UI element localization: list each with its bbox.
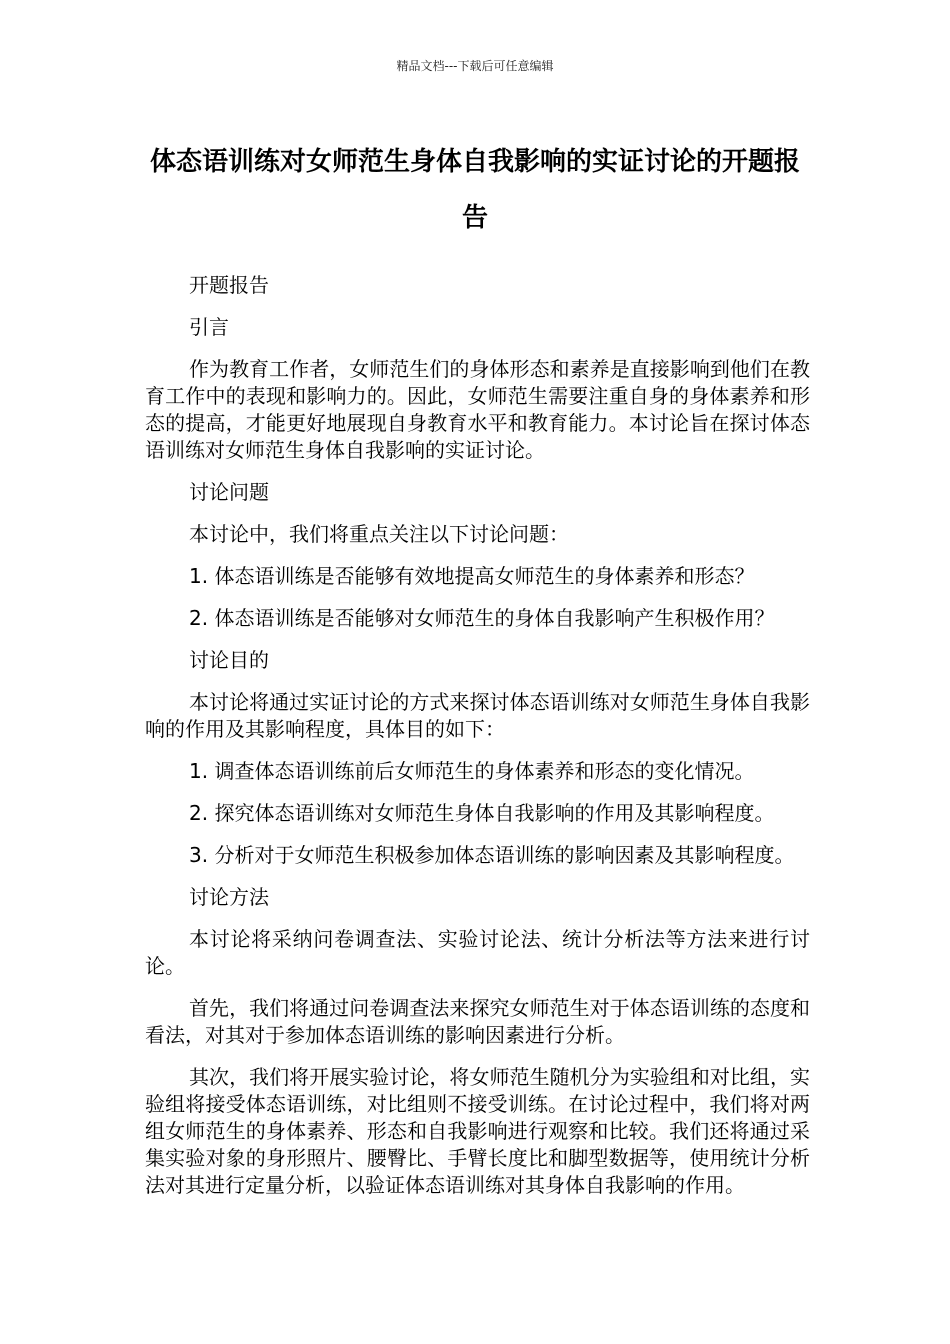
question-heading: 讨论问题 <box>189 480 269 504</box>
purpose-intro: 本讨论将通过实证讨论的方式来探讨体态语训练对女师范生身体自我影响的作用及其影响程度，具体目的如下： <box>145 690 810 741</box>
question-item-1: 1. 体态语训练是否能够有效地提高女师范生的身体素养和形态？ <box>189 564 755 588</box>
document-title: 体态语训练对女师范生身体自我影响的实证讨论的开题报告 <box>149 147 800 233</box>
method-heading: 讨论方法 <box>189 885 269 909</box>
document-body <box>145 272 810 1214</box>
method-paragraph-2: 首先，我们将通过问卷调查法来探究女师范生对于体态语训练的态度和看法，对其对于参加体态语训练的影响因素进行分析。 <box>145 996 810 1047</box>
purpose-item-2: 2. 探究体态语训练对女师范生身体自我影响的作用及其影响程度。 <box>189 801 775 825</box>
purpose-item-1: 1. 调查体态语训练前后女师范生的身体素养和形态的变化情况。 <box>189 759 755 783</box>
method-paragraph-3: 其次，我们将开展实验讨论，将女师范生随机分为实验组和对比组，实验组将接受体态语训练，对比组则不接受训练。在讨论过程中，我们将对两组女师范生的身体素养、形态和自我影响进行观察和比较。我们还将通过采集实验对象的身形照片、腰臀比、手臂长度比和脚型数据等，使用统计分析法对其进行定量分析，以验证体态语训练对其身体自我影响的作用。 <box>145 1065 810 1197</box>
intro-paragraph: 作为教育工作者，女师范生们的身体形态和素养是直接影响到他们在教育工作中的表现和影响力的。因此，女师范生需要注重自身的身体素养和形态的提高，才能更好地展现自身教育水平和教育能力。本讨论旨在探讨体态语训练对女师范生身体自我影响的实证讨论。 <box>145 357 810 462</box>
page-header: 精品文档---下载后可任意编辑 <box>396 59 554 73</box>
report-label: 开题报告 <box>189 273 269 297</box>
method-paragraph-1: 本讨论将采纳问卷调查法、实验讨论法、统计分析法等方法来进行讨论。 <box>145 927 810 978</box>
question-item-2: 2. 体态语训练是否能够对女师范生的身体自我影响产生积极作用？ <box>189 606 775 630</box>
purpose-item-3: 3. 分析对于女师范生积极参加体态语训练的影响因素及其影响程度。 <box>189 843 795 867</box>
intro-heading: 引言 <box>189 315 229 339</box>
question-intro: 本讨论中，我们将重点关注以下讨论问题： <box>189 522 569 546</box>
purpose-heading: 讨论目的 <box>189 648 269 672</box>
